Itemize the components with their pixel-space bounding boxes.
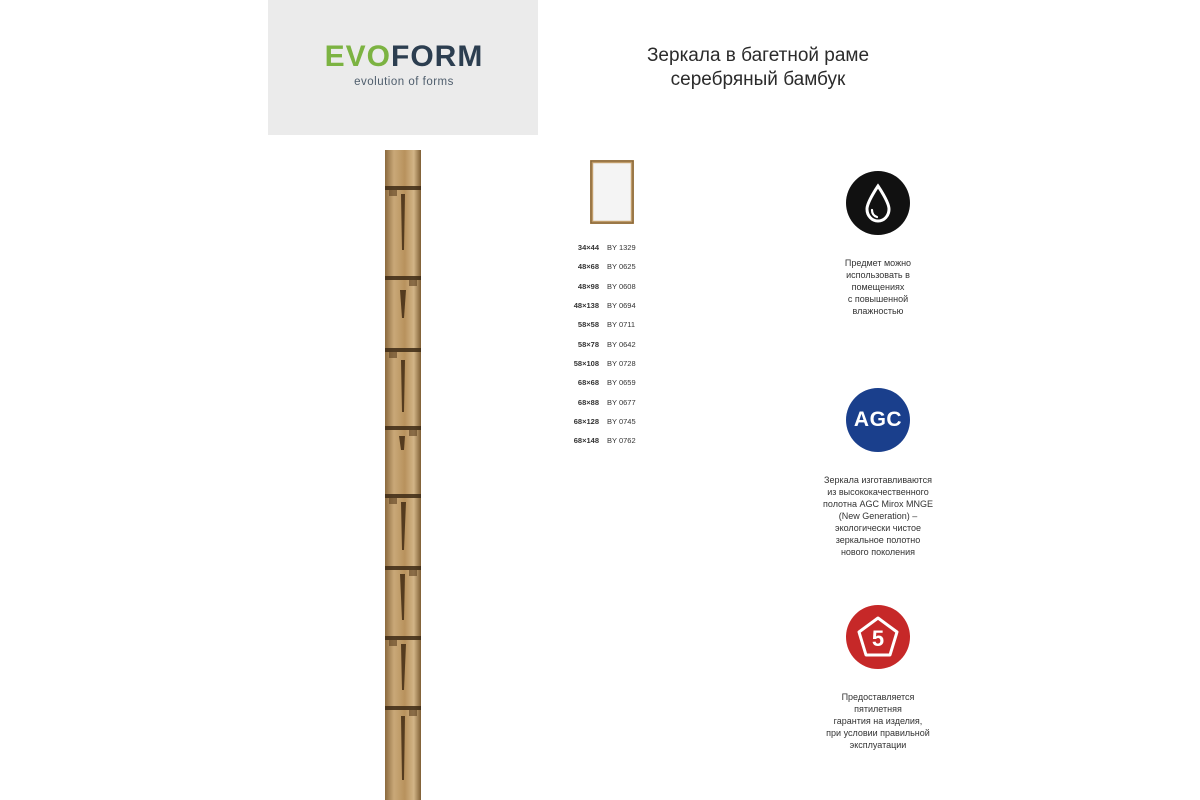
size-article-code: BY 1329 <box>607 243 636 253</box>
feature-humidity-text <box>808 257 948 317</box>
size-row <box>568 392 688 411</box>
size-dimensions: 34×44 <box>577 243 599 253</box>
water-drop-icon <box>846 171 910 235</box>
feature-warranty-line: гарантия на изделия, <box>833 716 923 726</box>
size-row <box>568 354 688 373</box>
size-dimensions: 58×108 <box>573 358 599 368</box>
size-dimensions: 58×58 <box>577 320 599 330</box>
five-year-warranty-icon <box>846 605 910 669</box>
size-row <box>568 412 688 431</box>
size-article-code: BY 0608 <box>607 281 636 291</box>
size-dimensions: 68×128 <box>573 416 599 426</box>
agc-logo-icon <box>846 388 910 452</box>
warranty-number: 5 <box>871 626 885 651</box>
feature-agc-line: нового поколения <box>840 547 916 557</box>
size-article-code: BY 0677 <box>607 397 636 407</box>
size-row <box>568 277 688 296</box>
feature-humidity-line: с повышенной <box>847 294 909 304</box>
page-title-line-2: серебряный бамбук <box>670 69 846 90</box>
feature-warranty <box>808 605 948 751</box>
brand-wordmark-form: FORM <box>391 40 484 73</box>
size-article-code: BY 0642 <box>607 339 636 349</box>
feature-warranty-line: при условии правильной <box>826 728 930 738</box>
feature-humidity-line: Предмет можно <box>844 258 912 268</box>
mirror-thumbnail <box>590 160 634 224</box>
feature-humidity-line: помещениях <box>851 282 905 292</box>
feature-agc-line: Зеркала изготавливаются <box>824 475 932 485</box>
feature-agc-text <box>808 474 948 558</box>
brand-logo <box>324 40 484 88</box>
size-dimensions: 58×78 <box>577 339 599 349</box>
size-dimensions: 68×88 <box>577 397 599 407</box>
catalog-page <box>268 0 933 800</box>
feature-agc-line: экологически чистое <box>834 523 921 533</box>
size-row <box>568 373 688 392</box>
size-article-code: BY 0711 <box>607 320 636 330</box>
feature-agc-line: из высококачественного <box>827 487 929 497</box>
brand-wordmark <box>324 40 484 74</box>
feature-humidity-line: влажностью <box>852 306 904 316</box>
size-dimensions: 48×138 <box>573 301 599 311</box>
header-logo-panel <box>268 0 538 135</box>
size-row <box>568 257 688 276</box>
feature-warranty-line: пятилетняя <box>854 704 902 714</box>
agc-logo-label: AGC <box>853 408 903 431</box>
feature-warranty-line: эксплуатации <box>849 740 907 750</box>
size-dimensions: 48×68 <box>577 262 599 272</box>
feature-agc-line: (New Generation) – <box>838 511 918 521</box>
size-row <box>568 296 688 315</box>
feature-humidity-line: использовать в <box>846 270 910 280</box>
size-dimensions: 48×98 <box>577 281 599 291</box>
size-dimensions: 68×148 <box>573 436 599 446</box>
feature-agc <box>808 388 948 558</box>
size-row <box>568 334 688 353</box>
brand-wordmark-evo: EVO <box>324 40 392 73</box>
feature-agc-line: полотна AGC Mirox MNGE <box>823 499 933 509</box>
size-list <box>568 238 688 450</box>
feature-warranty-text <box>808 691 948 751</box>
page-title-line-1: Зеркала в багетной раме <box>646 45 870 66</box>
size-article-code: BY 0625 <box>607 262 636 272</box>
feature-agc-line: зеркальное полотно <box>835 535 921 545</box>
brand-tagline: evolution of forms <box>354 76 454 88</box>
size-article-code: BY 0762 <box>607 436 636 446</box>
size-article-code: BY 0694 <box>607 301 636 311</box>
size-row <box>568 315 688 334</box>
size-article-code: BY 0745 <box>607 416 636 426</box>
size-row <box>568 431 688 450</box>
size-article-code: BY 0659 <box>607 378 636 388</box>
feature-humidity <box>808 171 948 317</box>
feature-warranty-line: Предоставляется <box>841 692 915 702</box>
page-title <box>598 44 918 92</box>
header-title-panel <box>538 0 930 135</box>
bamboo-molding-sample <box>385 150 421 800</box>
size-dimensions: 68×68 <box>577 378 599 388</box>
size-row <box>568 238 688 257</box>
size-article-code: BY 0728 <box>607 358 636 368</box>
